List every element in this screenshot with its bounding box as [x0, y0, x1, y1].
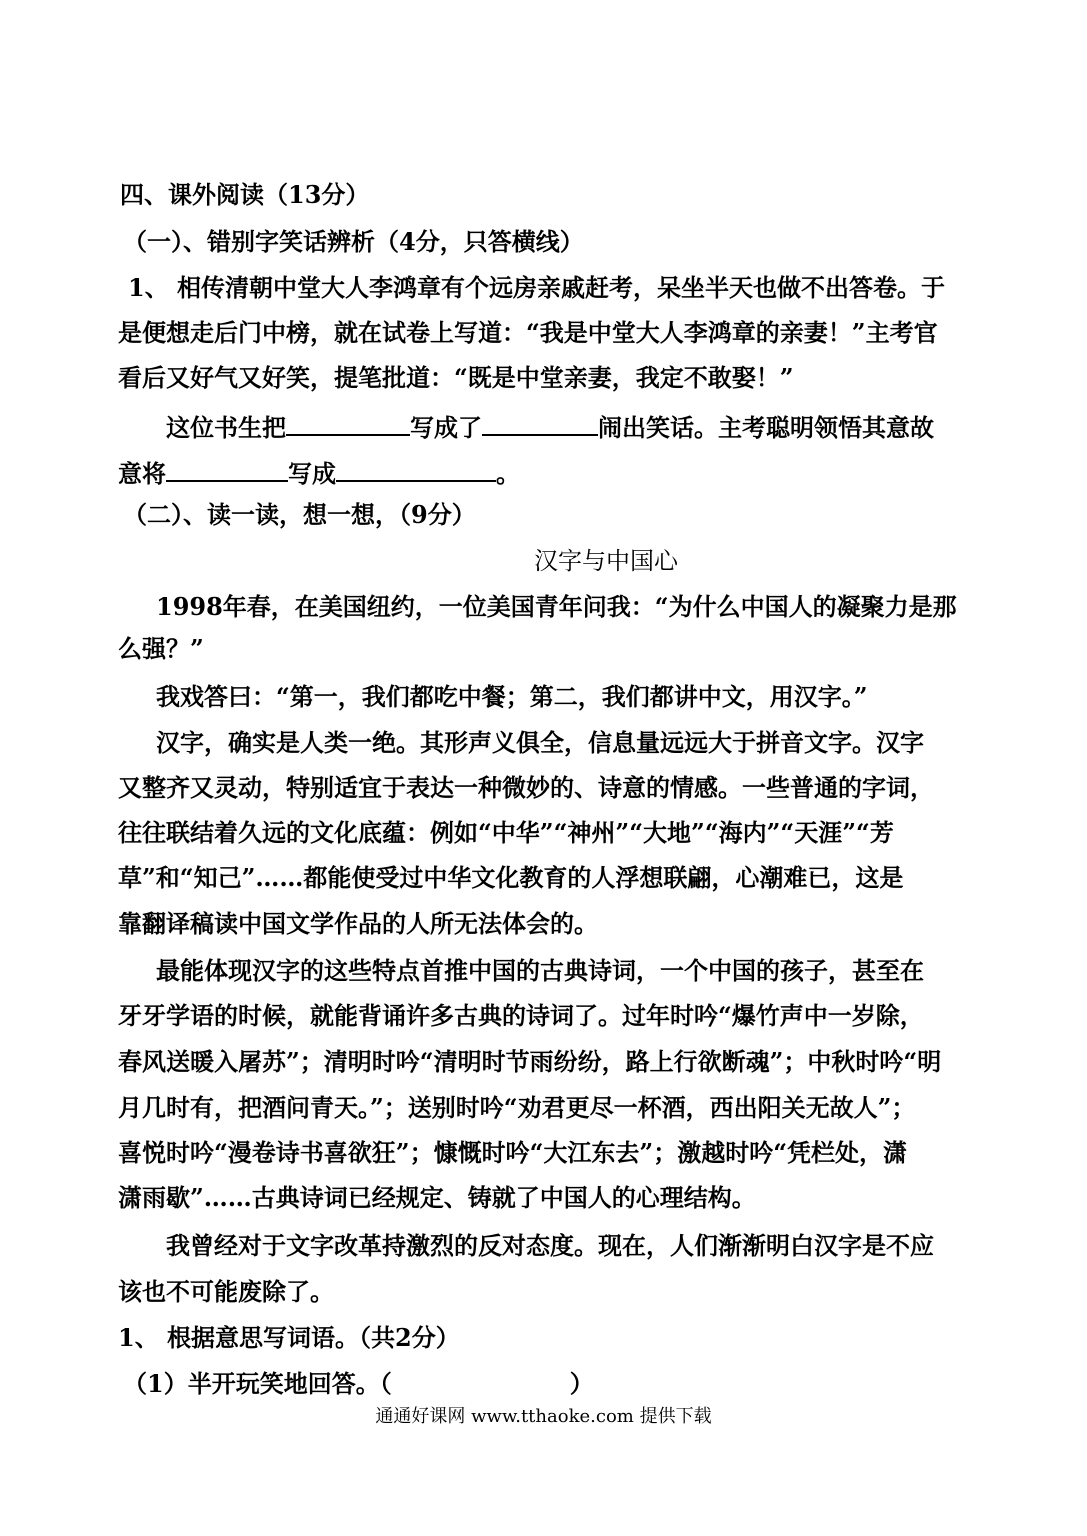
article-line: 汉字，确实是人类一绝。其形声义俱全，信息量远远大于拼音文字。汉字 — [156, 728, 924, 757]
question-text: （1）半开玩笑地回答。（ — [123, 1369, 392, 1398]
article-line: 牙牙学语的时候，就能背诵许多古典的诗词了。过年时吟“爆竹声中一岁除， — [118, 1001, 924, 1030]
part-one-heading: （一）、错别字笑话辨析（4分，只答横线） — [123, 227, 584, 256]
fill-text: 写成 — [288, 459, 336, 488]
fill-blank-line-1 — [166, 410, 934, 443]
fill-text: 意将 — [118, 459, 166, 488]
fill-text: 这位书生把 — [166, 413, 286, 442]
article-line: 最能体现汉字的这些特点首推中国的古典诗词，一个中国的孩子，甚至在 — [156, 956, 924, 985]
story-line: 是便想走后门中榜，就在试卷上写道：“我是中堂大人李鸿章的亲妻！”主考官 — [118, 318, 938, 347]
article-line: 月几时有，把酒问青天。”；送别时吟“劝君更尽一杯酒，西出阳关无故人”； — [118, 1093, 916, 1122]
answer-blank-4[interactable] — [336, 456, 496, 482]
story-line: 1、 相传清朝中堂大人李鸿章有个远房亲戚赶考，呆坐半天也做不出答卷。于 — [128, 273, 946, 302]
article-line: 往往联结着久远的文化底蕴：例如“中华”“神州”“大地”“海内”“天涯”“芳 — [118, 818, 894, 847]
story-line: 看后又好气又好笑，提笔批道：“既是中堂亲妻，我定不敢娶！” — [118, 363, 794, 392]
part-two-heading: （二）、读一读，想一想，（9分） — [123, 500, 476, 529]
article-line: 潇雨歇”……古典诗词已经规定、铸就了中国人的心理结构。 — [118, 1183, 756, 1212]
answer-blank-3[interactable] — [166, 456, 288, 482]
page-footer: 通通好课网 www.tthaoke.com 提供下载 — [375, 1406, 712, 1427]
article-line: 春风送暖入屠苏”；清明时吟“清明时节雨纷纷，路上行欲断魂”；中秋时吟“明 — [118, 1047, 942, 1076]
article-line: 该也不可能废除了。 — [118, 1277, 334, 1306]
article-line: 草”和“知己”……都能使受过中华文化教育的人浮想联翩，心潮难已，这是 — [118, 863, 904, 892]
question-1-heading: 1、 根据意思写词语。（共2分） — [118, 1323, 460, 1352]
fill-blank-line-2 — [118, 456, 520, 489]
article-line: 我曾经对于文字改革持激烈的反对态度。现在，人们渐渐明白汉字是不应 — [166, 1231, 934, 1260]
article-line: 我戏答曰：“第一，我们都吃中餐；第二，我们都讲中文，用汉字。” — [156, 682, 868, 711]
article-line: 又整齐又灵动，特别适宜于表达一种微妙的、诗意的情感。一些普通的字词， — [118, 773, 934, 802]
article-line: 喜悦时吟“漫卷诗书喜欲狂”；慷慨时吟“大江东去”；激越时吟“凭栏处，潇 — [118, 1138, 908, 1167]
question-text: ） — [569, 1369, 594, 1398]
article-line: 么强？” — [118, 634, 204, 663]
section-heading: 四、课外阅读（13分） — [120, 180, 370, 209]
article-title: 汉字与中国心 — [534, 547, 678, 575]
article-line: 1998年春，在美国纽约，一位美国青年问我：“为什么中国人的凝聚力是那 — [156, 592, 957, 621]
article-line: 靠翻译稿读中国文学作品的人所无法体会的。 — [118, 909, 598, 938]
fill-text: 闹出笑话。主考聪明领悟其意故 — [598, 413, 934, 442]
fill-text: 。 — [496, 459, 520, 488]
question-1-1 — [123, 1369, 594, 1399]
answer-blank-1[interactable] — [286, 410, 410, 436]
fill-text: 写成了 — [410, 413, 482, 442]
answer-blank-2[interactable] — [482, 410, 598, 436]
